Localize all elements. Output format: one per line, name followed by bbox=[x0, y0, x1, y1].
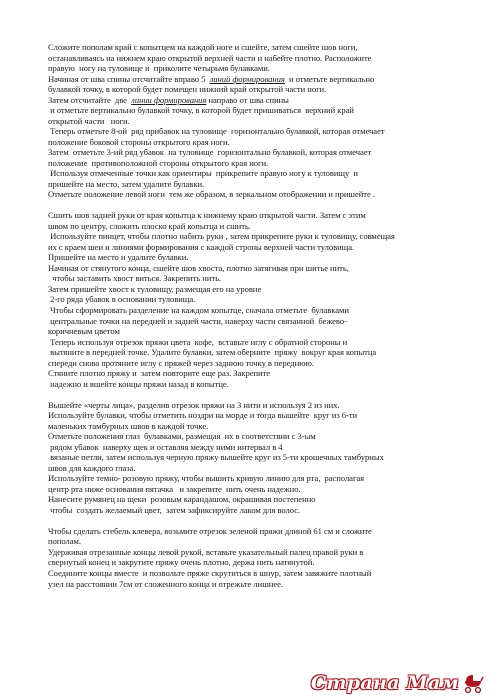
text-line: и отметьте вертикально булавкой точку, в которой будет пришиваться верхний край bbox=[48, 105, 354, 116]
text-line: булавкой точку, в которой будет помещен нижний край открытой части ноги. bbox=[48, 84, 327, 95]
text-line: Начиная от шва спины отсчитайте вправо 5 линий формирования и отметьте вертикально bbox=[48, 73, 375, 84]
text-line: Чтобы сделать стебель клевера, возьмите отрезок зеленой пряжи длиной 61 см и сложите bbox=[48, 525, 372, 536]
text-line: спереди снова протяните иглу с пряжей через заднюю точку в переднюю. bbox=[48, 357, 314, 368]
text-line: вытяните в передней точке. Удалите булавки, затем оберните пряжу вокруг края копытца bbox=[48, 347, 377, 358]
text-line: чтобы заставить хвост виться. Закрепить нить. bbox=[48, 273, 222, 284]
text-line: Используйте булавки, чтобы отметить ноздри на морде и тогда вышейте круг из 6-ти bbox=[48, 410, 358, 421]
text-line: Удерживая отрезанные концы левой рукой, вставьте указательный палец правой руки в bbox=[48, 546, 364, 557]
text-line: Начиная от стянутого конца, сшейте шов хвоста, плотно затягивая при шитье нить, bbox=[48, 262, 349, 273]
underlined-term: линии формирования bbox=[131, 94, 207, 105]
text-line: их с краем шеи и линиями формирования с каждой строны верхней части туловища. bbox=[48, 241, 355, 252]
text-line: надежно и вшейте концы пряжи назад в копытце. bbox=[48, 378, 229, 389]
text-line: Пришейте на место и удалите булавки. bbox=[48, 252, 189, 263]
text-line: центральные точки на передней и задней части, наверху части связанной бежево- bbox=[48, 315, 347, 326]
text-line: Затем отсчитайте две линии формирования направо от шва спины bbox=[48, 94, 289, 105]
text-line: Чтобы сформировать разделение на каждом копытце, сначала отметьте булавками bbox=[48, 305, 349, 315]
text-line: Используя отмеченные точки как ориентиры прикрепите правую ногу к туловищу и bbox=[48, 168, 358, 179]
text-line: чтобы создать желаемый цвет, затем зафиксируйте лаком для волос. bbox=[48, 504, 301, 515]
text-line: рядом убавок наверху щек и оставляя между ними интервал в 4 bbox=[48, 441, 283, 452]
text-line: Теперь используя отрезок пряжи цвета кофе, вставьте иглу с обратной стороны и bbox=[48, 336, 348, 347]
text-line: правую ногу на туловище и приколите четырьмя булавками. bbox=[48, 63, 270, 74]
text-line: Стяните плотно пряжу и затем повторите еще раз. Закрепите bbox=[48, 368, 271, 379]
text-line: Отметьте положение левой ноги тем же образом, в зеркальном отображении и пришейте . bbox=[48, 189, 375, 200]
text-line: швов для каждого глаза. bbox=[48, 462, 136, 473]
text-line: пополам. bbox=[48, 536, 81, 547]
text-line: Используйте пинцет, чтобы плотно набить руки , затем прикрепите руки к туловищу, совмещая bbox=[48, 231, 395, 242]
text-line: останавливаясь на нижнем краю открытой верхней части и набейте плотно. Расположите bbox=[48, 52, 372, 63]
text-line: швом по центру, сложить плоско край копытца и сшить. bbox=[48, 220, 251, 231]
stroller-icon bbox=[462, 672, 484, 694]
text-line: Соедините концы вместе и позвольте пряже скрутиться в шнур, затем завяжите плотный bbox=[48, 568, 372, 578]
text-line: узел на расстоянии 7см от сложенного конца и отрежьте лишнее. bbox=[48, 578, 283, 589]
text-line: коричневым цветом bbox=[48, 326, 120, 337]
text-line: вязаные петли, затем используя черную пряжу вышейте круг из 5-ти крошечных тамбурных bbox=[48, 452, 384, 463]
text-line: открытой части ноги. bbox=[48, 115, 130, 126]
text-line: центр рта ниже основания пятачка и закрепите нить очень надежно. bbox=[48, 483, 301, 494]
text-line: Затем отметьте 3-ий ряд убавок на туловище горизонтально булавкой, которая отмечает bbox=[48, 147, 372, 158]
text-line: Вышейте «черты лица», разделив отрезок пряжи на 3 нити и используя 2 из них. bbox=[48, 399, 340, 410]
text-line: пришейте на место, затем удалите булавки. bbox=[48, 178, 205, 189]
watermark-text: Страна Мам bbox=[310, 672, 459, 694]
text-line: Сложите пополам край с копытцем на каждой ноге и сшейте, затем сшейте шов ноги, bbox=[48, 42, 358, 52]
text-line: маленьких тамбурных швов в каждой точке. bbox=[48, 420, 209, 431]
text-line: Нанесите румянец на щеки розовым карандашом, окрашивая постепенно bbox=[48, 494, 316, 505]
text-line: свернутый конец и закрутите пряжу очень плотно, держа нить натянутой. bbox=[48, 557, 315, 568]
text-line: Сшить шов задней руки от края копытца к нижнему краю открытой части. Затем с этим bbox=[48, 210, 366, 221]
text-line: 2-го ряда убавок в основании туловища. bbox=[48, 294, 196, 305]
watermark bbox=[311, 672, 484, 694]
text-line: положение боковой стороны открытого края ноги. bbox=[48, 136, 230, 147]
text-line: Затем пришейте хвост к туловищу, размещая его на уровне bbox=[48, 283, 262, 294]
underlined-term: линий формирования bbox=[209, 73, 285, 84]
text-line: Теперь отметьте 8-ой ряд прибавок на туловище горизонтально булавкой, которая отмечает bbox=[48, 126, 385, 137]
text-line: Отметьте положения глаз булавками, размещая их в соответствии с 3-ым bbox=[48, 431, 316, 442]
text-line: Используйте темно- розовую пряжу, чтобы вышить кривую линию для рта, располагая bbox=[48, 473, 365, 484]
text-line: положение противоположной стороны открытого края ноги. bbox=[48, 157, 269, 168]
